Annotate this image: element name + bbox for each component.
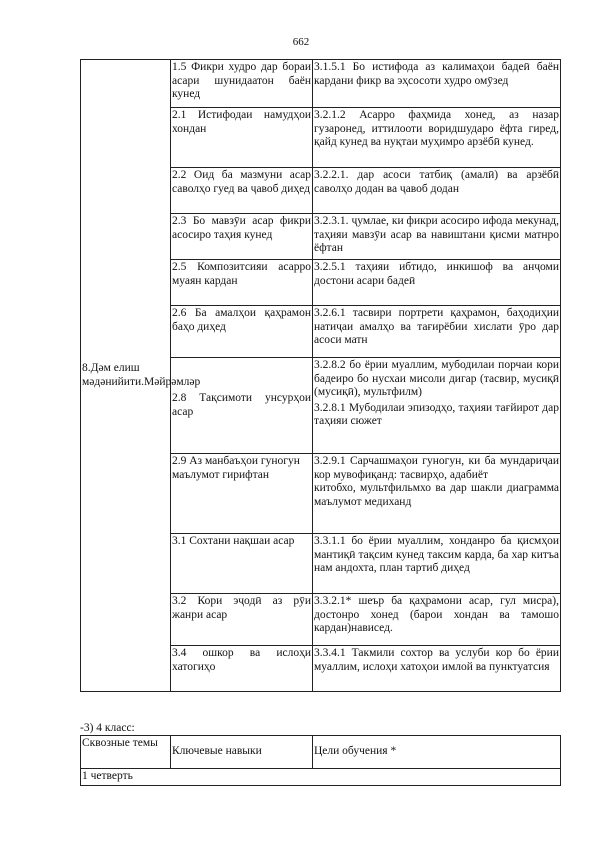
goal-cell <box>313 454 561 534</box>
goal-cell <box>313 260 561 306</box>
skill-cell: 2.1 Истифодаи намудҳои хондан <box>171 108 313 168</box>
goal-text: 3.3.2.1* шеър ба қаҳрамони асар, гул мисра), достонро хонед (барои хондан ва тамошо кардан)нависед. <box>314 595 559 634</box>
goal-cell <box>313 646 561 692</box>
goal-text: 3.2.1.2 Асарро фаҳмида хонед, аз назар гузаронед, иттилооти воридшударо ёфта гиред, қайд кунед ва нуқтаи муҳимро арзёбӣ кунед. <box>314 109 559 148</box>
skill-cell: 3.1 Сохтани нақшаи асар <box>171 534 313 594</box>
skill-text: 2.8 Тақсимоти унсурҳои асар <box>172 392 311 418</box>
quarter-row <box>81 769 561 786</box>
goal-text: 3.2.5.1 таҳияи ибтидо, инкишоф ва анҷоми достони асари бадеӣ <box>314 261 559 287</box>
goal-text: 3.2.6.1 тасвири портрети қаҳрамон, баҳодиҳии натиҷаи амалҳо ва тағирёбии хислати ӯро дар асоси матн <box>314 307 559 346</box>
goal-cell <box>313 306 561 358</box>
goal-cell <box>313 214 561 260</box>
goal-cell <box>313 108 561 168</box>
skill-cell: 2.9 Аз манбаъҳои гуногун маълумот гирифтан <box>171 454 313 534</box>
goal-cell <box>313 168 561 214</box>
goal-cell <box>313 534 561 594</box>
goal-text: 3.1.5.1 Бо истифода аз калимаҳои бадеӣ баён кардани фикр ва эҳсосоти худро омӯзед <box>314 61 559 87</box>
table-row <box>81 60 561 108</box>
section-title: 8.Дәм елиш мәдәнийити.Мәйрәмләр <box>81 60 171 692</box>
grade-label: -3) 4 класс: <box>80 722 135 734</box>
skill-cell: 2.2 Оид ба мазмуни асар саволҳо гуед ва ҷавоб диҳед <box>171 168 313 214</box>
goal-text: 3.2.3.1. ҷумлае, ки фикри асосиро ифода мекунад, таҳияи мавзӯи асар ва навиштани қисми матнро ёфтан <box>314 215 559 254</box>
goal-cell <box>313 60 561 108</box>
quarter-label: 1 четверть <box>81 769 561 786</box>
goal-cell <box>313 594 561 646</box>
skill-cell: 2.5 Композитсияи асарро муаян кардан <box>171 260 313 306</box>
page-number: 662 <box>292 36 310 48</box>
goal-text: 3.2.8.1 Мубодилаи эпизодҳо, таҳияи тағйирот дар таҳияи сюжет <box>314 401 559 427</box>
column-header: Ключевые навыки <box>171 736 313 769</box>
header-row <box>81 736 561 769</box>
goal-text: 3.3.1.1 бо ёрии муаллим, хонданро ба қисмҳои мантиқӣ тақсим кунед таксим карда, ба хар китъа нам андохта, план тартиб диҳед <box>314 535 559 574</box>
skill-cell: 3.4 ошкор ва ислоҳи хатогиҳо <box>171 646 313 692</box>
skill-cell <box>171 358 313 454</box>
skill-cell: 2.3 Бо мавзӯи асар фикри асосиро таҳия кунед <box>171 214 313 260</box>
goal-text: 3.2.8.2 бо ёрии муаллим, мубодилаи порчаи кори бадеиро бо нусхаи мисоли дигар (тасвир, мусиқӣ (мусиқӣ), мультфилм) <box>314 359 559 398</box>
grade-4-table <box>80 735 561 786</box>
goal-text: 3.2.2.1. дар асоси татбиқ (амалӣ) ва арзёбӣ саволҳо додан ва ҷавоб додан <box>314 169 559 195</box>
curriculum-table <box>80 59 561 692</box>
column-header: Сквозные темы <box>81 736 171 769</box>
skill-cell: 1.5 Фикри худро дар бораи асари шунидаатон баён кунед <box>171 60 313 108</box>
goal-text: 3.2.9.1 Сарчашмаҳои гуногун, ки ба мундариҷаи кор мувофиқанд: тасвирҳо, адабиёт китобхо, мультфильмхо ва дар шакли диаграмма маълумот медиханд <box>314 455 559 508</box>
goal-text: 3.3.4.1 Такмили сохтор ва услуби кор бо ёрии муаллим, ислоҳи хатоҳои имлой ва пунктуатсия <box>314 647 559 673</box>
skill-cell: 3.2 Кори эҷодӣ аз рӯи жанри асар <box>171 594 313 646</box>
column-header: Цели обучения * <box>313 736 561 769</box>
goal-cell <box>313 358 561 454</box>
skill-cell: 2.6 Ба амалҳои қаҳрамон баҳо диҳед <box>171 306 313 358</box>
